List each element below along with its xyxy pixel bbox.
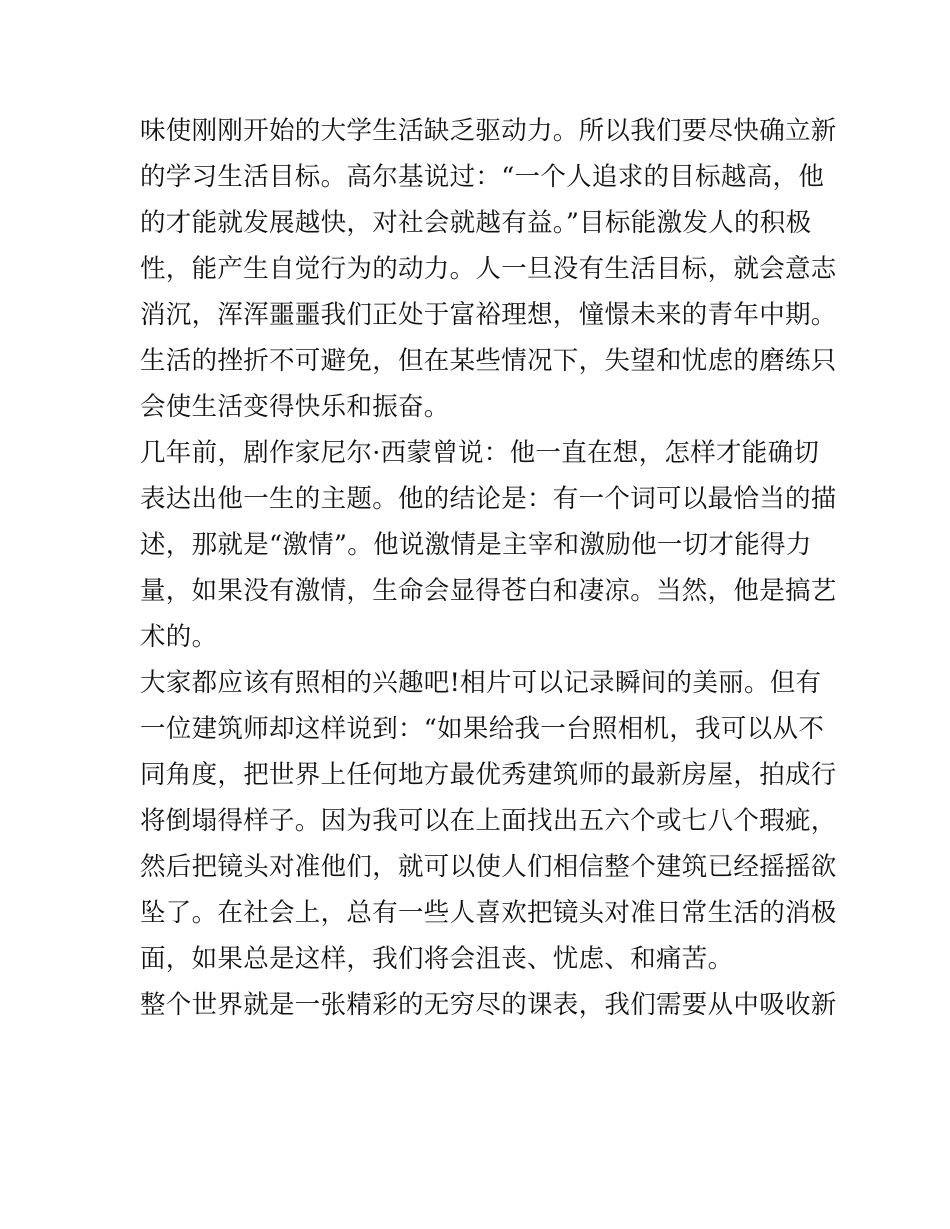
text-line: 然后把镜头对准他们，就可以使人们相信整个建筑已经摇摇欲	[140, 852, 837, 882]
text-line: 同角度，把世界上任何地方最优秀建筑师的最新房屋，拍成行	[140, 760, 837, 790]
text-line: 大家都应该有照相的兴趣吧!相片可以记录瞬间的美丽。但有	[140, 668, 822, 698]
body-text	[140, 108, 837, 1028]
text-line: 量，如果没有激情，生命会显得苍白和凄凉。当然，他是搞艺	[140, 576, 837, 606]
text-line: 述，那就是“激情”。他说激情是主宰和激励他一切才能得力	[140, 530, 812, 560]
text-line: 术的。	[140, 622, 218, 652]
text-line: 性，能产生自觉行为的动力。人一旦没有生活目标，就会意志	[140, 254, 837, 284]
text-line: 一位建筑师却这样说到：“如果给我一台照相机，我可以从不	[140, 714, 825, 744]
text-line: 坠了。在社会上，总有一些人喜欢把镜头对准日常生活的消极	[140, 898, 837, 928]
text-line: 生活的挫折不可避免，但在某些情况下，失望和忧虑的磨练只	[140, 346, 837, 376]
text-line: 会使生活变得快乐和振奋。	[140, 392, 450, 422]
text-line: 整个世界就是一张精彩的无穷尽的课表，我们需要从中吸收新	[140, 990, 837, 1020]
text-line: 的才能就发展越快，对社会就越有益。”目标能激发人的积极	[140, 208, 812, 238]
text-line: 的学习生活目标。高尔基说过：“一个人追求的目标越高，他	[140, 162, 825, 192]
text-line: 几年前，剧作家尼尔·西蒙曾说：他一直在想，怎样才能确切	[140, 438, 820, 468]
text-line: 面，如果总是这样，我们将会沮丧、忧虑、和痛苦。	[140, 944, 734, 974]
text-line: 将倒塌得样子。因为我可以在上面找出五六个或七八个瑕疵，	[140, 806, 837, 836]
text-line: 消沉，浑浑噩噩我们正处于富裕理想，憧憬未来的青年中期。	[140, 300, 837, 330]
text-line: 表达出他一生的主题。他的结论是：有一个词可以最恰当的描	[140, 484, 837, 514]
text-line: 味使刚刚开始的大学生活缺乏驱动力。所以我们要尽快确立新	[140, 116, 837, 146]
